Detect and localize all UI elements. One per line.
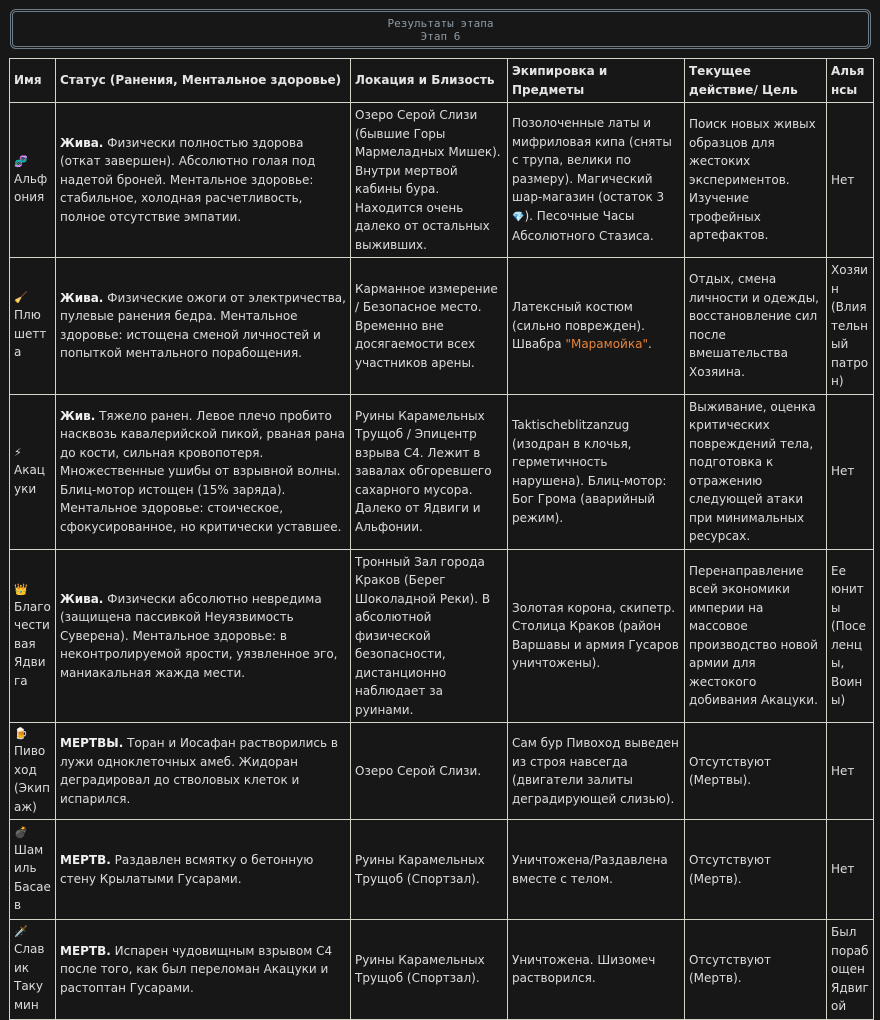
status-label: Жива. [60,135,104,150]
status-text: Испарен чудовищным взрывом C4 после того, как был переломан Акацуки и растоптан Гусарами. [60,943,333,995]
character-name: Шамиль Басаев [14,842,51,912]
alliance-cell: Нет [827,820,874,920]
equipment-cell: Сам бур Пивоход выведен из строя навсегда (двигатели залиты деградирующей слизью). [508,723,685,820]
broom-icon: 🧹 [14,291,28,304]
alliance-cell: Хозяин (Влиятельный патрон) [827,258,874,395]
status-cell [56,103,351,258]
table-header-row [10,59,874,103]
table-row [10,920,874,1020]
table-row [10,103,874,258]
alliance-cell: Был порабощен Ядвигой [827,920,874,1020]
status-cell [56,549,351,723]
column-header-action: Текущее действие/ Цель [685,59,827,103]
status-label: МЕРТВЫ. [60,736,124,750]
gem-icon: 💎 [512,211,525,223]
name-cell [10,820,56,920]
equipment-cell [508,103,685,258]
character-name: Плюшетта [14,308,47,359]
location-cell: Руины Карамельных Трущоб (Спортзал). [351,820,508,920]
equipment-cell: Taktischeblitzanzug (изодран в клочья, герметичность нарушена). Блиц-мотор: Бог Грома (аварийный режим). [508,394,685,549]
dna-icon: 🧬 [14,154,28,168]
beer-mug-icon: 🍺 [14,727,28,740]
name-cell [10,920,56,1020]
action-cell: Отсутствуют (Мертв). [685,920,827,1020]
action-cell: Поиск новых живых образцов для жестоких экспериментов. Изучение трофейных артефактов. [685,103,827,258]
highlighted-item-name: "Марамойка" [565,337,648,351]
column-header-equipment: Экипировка и Предметы [508,59,685,103]
crown-icon: 👑 [14,582,28,596]
status-label: Жив. [60,408,96,423]
status-text: Торан и Иосафан растворились в лужи одноклеточных амеб. Жидоран деградировал до стволовых клеток и испарился. [60,736,338,806]
character-name: Благочестивая Ядвига [14,599,51,688]
alliance-cell: Нет [827,394,874,549]
table-row [10,258,874,395]
status-cell [56,258,351,395]
action-cell: Отсутствуют (Мертвы). [685,723,827,820]
action-cell: Перенаправление всей экономики империи на массовое производство новой армии для жестокого добивания Акацуки. [685,549,827,723]
column-header-status: Статус (Ранения, Ментальное здоровье) [56,59,351,103]
bomb-icon: 💣 [14,825,28,839]
status-text: Физически полностью здорова (откат завершен). Абсолютно голая под надетой броней. Ментальное здоровье: стабильное, холодная расчетливость, полное отсутствие эмпатии. [60,135,316,224]
character-name: Славик Такумин [14,942,45,1012]
equipment-text-end: ). Песочные Часы Абсолютного Стазиса. [512,208,654,244]
name-cell [10,394,56,549]
column-header-location: Локация и Близость [351,59,508,103]
location-cell: Руины Карамельных Трущоб / Эпицентр взрыва C4. Лежит в завалах обгоревшего сахарного мусора. Далеко от Ядвиги и Альфонии. [351,394,508,549]
results-table [9,58,874,1020]
status-text: Раздавлен всмятку о бетонную стену Крылатыми Гусарами. [60,853,314,886]
location-cell: Карманное измерение / Безопасное место. Временно вне досягаемости всех участников арены. [351,258,508,395]
status-text: Тяжело ранен. Левое плечо пробито насквозь кавалерийской пикой, рваная рана до кости, сильная кровопотеря. Множественные ушибы от взрывной волны. Блиц-мотор истощен (15% заряда). Ментальное здоровье: стоическое, сфокусированное, но критически уставшее. [60,408,345,534]
equipment-cell: Уничтожена. Шизомеч растворился. [508,920,685,1020]
character-name: Акацуки [14,463,45,496]
equipment-text: Позолоченные латы и мифриловая кипа (сняты с трупа, велики по размеру). Магический шар-магазин (остаток 3 [512,116,672,205]
header-subtitle: Этап 6 [420,30,461,43]
column-header-alliance: Альянсы [827,59,874,103]
location-cell: Тронный Зал города Краков (Берег Шоколадной Реки). В абсолютной физической безопасности, дистанционно наблюдает за руинами. [351,549,508,723]
action-cell: Отдых, смена личности и одежды, восстановление сил после вмешательства Хозяина. [685,258,827,395]
equipment-text: Латексный костюм (сильно поврежден). Швабра [512,300,645,351]
action-cell: Отсутствуют (Мертв). [685,820,827,920]
table-row [10,820,874,920]
status-text: Физически абсолютно невредима (защищена пассивкой Неуязвимость Суверена). Ментальное здоровье: в неконтролируемой ярости, уязвленное эго, маниакальная жажда мести. [60,591,338,680]
name-cell [10,103,56,258]
equipment-cell [508,258,685,395]
table-row [10,723,874,820]
location-cell: Руины Карамельных Трущоб (Спортзал). [351,920,508,1020]
status-cell [56,723,351,820]
location-cell: Озеро Серой Слизи. [351,723,508,820]
header-title: Результаты этапа [387,17,494,30]
alliance-cell: Нет [827,103,874,258]
status-label: Жива. [60,591,104,606]
name-cell [10,723,56,820]
stage-results-header [10,9,871,49]
table-row [10,549,874,723]
status-cell [56,920,351,1020]
status-label: МЕРТВ. [60,943,111,958]
character-name: Альфония [14,171,48,204]
equipment-text-end: . [647,337,652,351]
character-name: Пивоход (Экипаж) [14,744,50,814]
table-row [10,394,874,549]
status-label: Жива. [60,290,104,305]
lightning-icon: ⚡ [14,446,22,459]
column-header-name: Имя [10,59,56,103]
alliance-cell: Нет [827,723,874,820]
dagger-icon: 🗡️ [14,925,28,939]
location-cell: Озеро Серой Слизи (бывшие Горы Мармеладных Мишек). Внутри мертвой кабины бура. Находится очень далеко от остальных выживших. [351,103,508,258]
equipment-cell: Золотая корона, скипетр. Столица Краков (район Варшавы и армия Гусаров уничтожены). [508,549,685,723]
name-cell [10,258,56,395]
status-cell [56,394,351,549]
status-text: Физические ожоги от электричества, пулевые ранения бедра. Ментальное здоровье: истощена сменой личностей и попыткой ментального порабощения. [60,290,346,361]
name-cell [10,549,56,723]
alliance-cell: Ее юниты (Поселенцы, Воины) [827,549,874,723]
action-cell: Выживание, оценка критических повреждений тела, подготовка к отражению следующей атаки при минимальных ресурсах. [685,394,827,549]
equipment-cell: Уничтожена/Раздавлена вместе с телом. [508,820,685,920]
status-cell [56,820,351,920]
status-label: МЕРТВ. [60,853,111,867]
